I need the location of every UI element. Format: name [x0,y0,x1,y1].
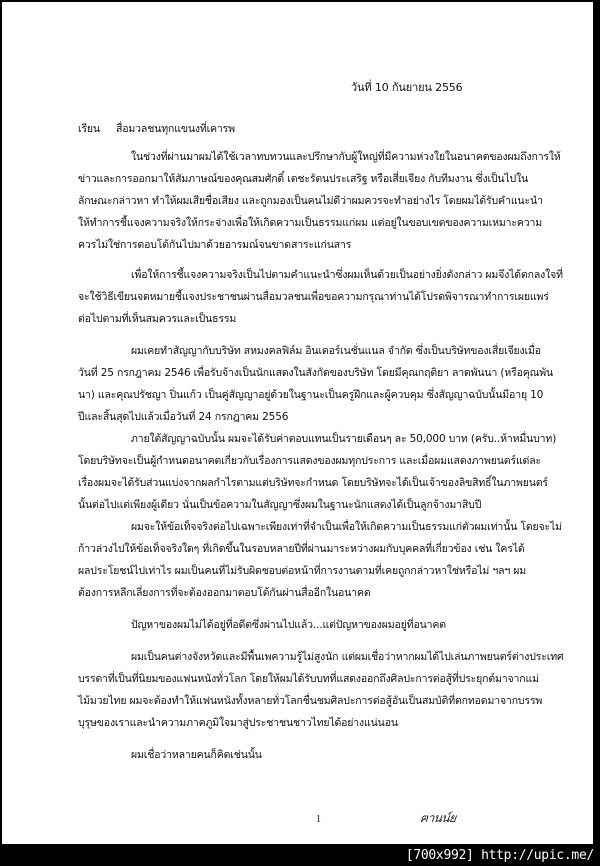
paragraph-3-line-2: วันที่ 25 กรกฎาคม 2546 เพื่อรับจ้างเป็นนักแสดงในสังกัดของบริษัท โดยมีคุณกฤติยา ลาดพันนา (หรือคุณพัน [78,367,554,379]
paragraph-5-line-2: ก้าวล่วงไปให้ข้อเท็จจริงใดๆ ที่เกิดขึ้นในรอบหลายปีที่ผ่านมาระหว่างผมกับบุคคลที่เกี่ยวข้อง เช่น ใครได้ [78,543,525,555]
paragraph-1-line-4: ให้ทำการชี้แจงความจริงให้กระจ่างเพื่อให้เกิดความเป็นธรรมแก่ผม แต่อยู่ในขอบเขตของความเหมาะความ [78,217,542,229]
paragraph-4-line-3: เรื่องผมจะได้รับส่วนแบ่งจากผลกำไรตามแต่บริษัทจะกำหนด โดยบริษัทจะได้เป็นเจ้าของลิขสิทธิ์ในภาพยนตร์ [78,477,548,489]
salutation-label: เรียน [78,123,100,135]
paragraph-2-line-1: เพื่อให้การชี้แจงความจริงเป็นไปตามคำแนะนำซึ่งผมเห็นด้วยเป็นอย่างยิ่งดังกล่าว ผมจึงได้ตกลงใจที่ [131,269,563,281]
paragraph-3-line-1: ผมเคยทำสัญญากับบริษัท สหมงคลฟิล์ม อินเตอร์เนชั่นแนล จำกัด ซึ่งเป็นบริษัทของเสี่ยเจียงเมื่อ [131,345,541,357]
page-number: 1 [316,814,321,825]
letter-date: วันที่ 10 กันยายน 2556 [351,81,463,94]
paragraph-1-line-1: ในช่วงที่ผ่านมาผมได้ใช้เวลาทบทวนและปรึกษากับผู้ใหญ่ที่มีความห่วงใยในอนาคตของผมถึงการให้ [131,151,561,163]
paragraph-1-line-2: ข่าวและการออกมาให้สัมภาษณ์ของคุณสมศักดิ์ เตชะรัตนประเสริฐ หรือเสี่ยเจียง กับทีมงาน ซึ่งเป็นไปใน [78,173,529,185]
paragraph-7-line-3: ไม้มวยไทย ผมจะต้องทำให้แฟนหนังทั้งหลายทั่วโลกชื่นชมศิลปะการต่อสู้อันเป็นสมบัติที่ตกทอดมาจากบรรพ [78,695,543,707]
paragraph-5-line-3: ผลประโยชน์ไปเท่าไร ผมเป็นคนที่ไม่รับผิดชอบต่อหน้าที่การงานตามที่เคยถูกกล่าวหาใช่หรือไม่ ฯลฯ ผม [78,565,527,577]
salutation-recipient: สื่อมวลชนทุกแขนงที่เคารพ [116,123,235,135]
paragraph-2-line-3: ต่อไปตามที่เห็นสมควรและเป็นธรรม [78,313,237,325]
paragraph-5-line-4: ต้องการหลีกเลี่ยงการที่จะต้องออกมาตอบโต้กันผ่านสื่ออีกในอนาคต [78,587,371,599]
paragraph-2-line-2: จะใช้วิธีเขียนจดหมายชี้แจงประชาชนผ่านสื่อมวลชนเพื่อขอความกรุณาท่านได้โปรดพิจารณาทำการเผยแพร่ [78,291,549,303]
paragraph-4-line-4: นั้นต่อไปแต่เพียงผู้เดียว นั่นเป็นข้อความในสัญญาซึ่งผมในฐานะนักแสดงได้เป็นลูกจ้างมาสิบปี [78,499,482,511]
paragraph-6-line-1: ปัญหาของผมไม่ได้อยู่ที่อดีตซึ่งผ่านไปแล้ว...แต่ปัญหาของผมอยู่ที่อนาคต [131,619,446,631]
paragraph-1-line-3: ลักษณะกล่าวหา ทำให้ผมเสียชื่อเสียง และถูกมองเป็นคนไม่ดีว่าผมควรจะทำอย่างไร โดยผมได้รับคำแนะนำ [78,195,543,207]
paragraph-7-line-1: ผมเป็นคนต่างจังหวัดและมีพื้นเพความรู้ไม่สูงนัก แต่ผมเชื่อว่าหากผมได้ไปเล่นภาพยนตร์ต่างประเทศ [131,651,564,663]
paragraph-4-line-2: โดยบริษัทจะเป็นผู้กำหนดอนาคตเกี่ยวกับเรื่องการแสดงของผมทุกประการ และเมื่อผมแสดงภาพยนตร์แต่ละ [78,455,542,467]
handwritten-signature: ฅานน์ย [419,811,457,825]
letter-page [2,2,593,844]
paragraph-4-line-1: ภายใต้สัญญาฉบับนั้น ผมจะได้รับค่าตอบแทนเป็นรายเดือนๆ ละ 50,000 บาท (ครับ..ห้าหมื่นบาท) [131,433,557,445]
paragraph-3-line-4: ปีและสิ้นสุดไปแล้วเมื่อวันที่ 24 กรกฎาคม 2556 [78,411,289,423]
paragraph-8-line-1: ผมเชื่อว่าหลายคนก็คิดเช่นนั้น [131,749,262,761]
paragraph-3-line-3: นา) และคุณปรัชญา ปิ่นแก้ว เป็นคู่สัญญาอยู่ด้วยในฐานะเป็นครูฝึกและผู้ควบคุม ซึ่งสัญญาฉบับนั้นมีอายุ 10 [78,389,544,401]
paragraph-5-line-1: ผมจะให้ข้อเท็จจริงต่อไปเฉพาะเพียงเท่าที่จำเป็นเพื่อให้เกิดความเป็นธรรมแก่ตัวผมเท่านั้น โดยจะไม่ [131,521,562,533]
paragraph-7-line-2: บรรดาที่เป็นที่นิยมของแฟนหนังทั่วโลก โดยให้ผมได้รับบทที่แสดงออกถึงศิลปะการต่อสู้ที่ประยุกต์มาจากแม่ [78,673,539,685]
watermark-text: [700x992] http://upic.me/ [405,848,594,863]
watermark-bar [0,846,600,866]
paragraph-7-line-4: บุรุษของเราและนำความภาคภูมิใจมาสู่ประชาชนชาวไทยได้อย่างแน่นอน [78,717,398,729]
paragraph-1-line-5: ควรไม่ใช่การตอบโต้กันไปมาด้วยอารมณ์จนขาดสาระแก่นสาร [78,239,352,251]
